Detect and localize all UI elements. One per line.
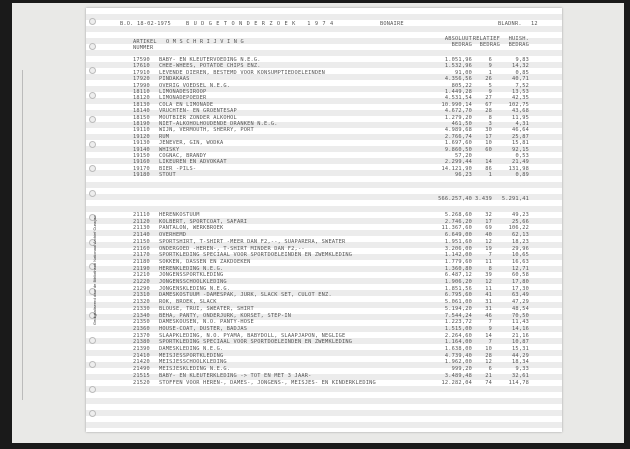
- row-rel: 17: [485, 133, 492, 140]
- row-abs: 6.795,60: [444, 292, 472, 299]
- row-abs: 5.194,20: [444, 305, 472, 312]
- row-rel: 9: [488, 325, 492, 332]
- col-header-description: O M S C H R I J V I N G: [166, 39, 244, 45]
- row-desc: SPORTKLEDING SPECIAAL VOOR SPORTDOELEINDEN EN ZWEMKLEDING: [159, 339, 353, 346]
- row-abs: 57,20: [455, 153, 472, 159]
- row-ph: 47,29: [512, 299, 529, 306]
- printout-page: [86, 8, 562, 432]
- row-desc: BEHA, PANTY, ONDERJURK, KORSET, STEP-IN: [159, 312, 292, 319]
- row-code: 17910: [133, 69, 150, 76]
- feed-hole: [89, 190, 96, 197]
- row-desc: MEISJESSCHOOLKLEDING: [159, 359, 227, 366]
- row-abs: 5.268,60: [444, 212, 472, 218]
- row-desc: ROK, BROEK, SLACK: [159, 299, 217, 306]
- row-desc: STOUT: [159, 172, 176, 179]
- row-code: 21515: [133, 372, 150, 379]
- row-code: 18110: [133, 89, 150, 95]
- row-ph: 10,87: [512, 339, 529, 346]
- row-abs: 1.638,00: [444, 346, 472, 352]
- row-abs: 91,00: [455, 69, 472, 76]
- row-rel: 28: [485, 352, 492, 359]
- row-code: 19110: [133, 127, 150, 134]
- row-code: 21420: [133, 359, 150, 366]
- row-abs: 1.515,00: [444, 325, 472, 332]
- row-desc: ONDERGOED -HEREN-, T-SHIRT MINDER DAN F2,--: [159, 245, 305, 252]
- row-code: 18140: [133, 108, 150, 115]
- row-abs: 6.487,12: [444, 272, 472, 279]
- row-rel: 26: [485, 76, 492, 83]
- report-title: B U D G E T O N D E R Z O E K 1 9 7 4: [186, 21, 334, 27]
- row-desc: DAMESKLEDING N.E.G.: [159, 346, 224, 352]
- row-abs: 1.223,72: [444, 319, 472, 326]
- row-desc: CHEE-WHEES, POTATOE CHIPS ENZ.: [159, 63, 261, 70]
- row-abs: 14.121,90: [441, 165, 472, 172]
- row-code: 21290: [133, 285, 150, 292]
- row-code: 17920: [133, 76, 150, 83]
- row-abs: 1.360,80: [444, 265, 472, 272]
- row-abs: 1.449,28: [444, 89, 472, 95]
- total-household: 5.291,41: [501, 196, 529, 202]
- row-ph: 17,80: [512, 279, 529, 285]
- row-code: 21150: [133, 238, 150, 245]
- row-ph: 13,53: [512, 89, 529, 95]
- row-desc: JENEVER, GIN, WODKA: [159, 140, 224, 147]
- page-number: 12: [531, 21, 538, 27]
- digitization-note: Gedigitaliseerd door de Bibliotheek Nationaal Archief Curaçao: [92, 215, 97, 325]
- row-ph: 44,29: [512, 352, 529, 359]
- row-desc: KOLBERT, SPORTCOAT, SAFARI: [159, 218, 248, 225]
- row-ph: 42,35: [512, 95, 529, 102]
- row-ph: 60,58: [512, 272, 529, 279]
- row-abs: 4.739,40: [444, 352, 472, 359]
- row-code: 19130: [133, 140, 150, 147]
- row-desc: PANTALON, WERKBROEK: [159, 225, 224, 232]
- row-rel: 8: [488, 265, 492, 272]
- row-abs: 4.672,70: [444, 108, 472, 115]
- row-ph: 62,13: [512, 232, 529, 239]
- row-desc: BLOUSE, TRUI, SWEATER, SHIRT: [159, 305, 254, 312]
- row-ph: 15,81: [512, 140, 529, 147]
- col-header-absolute-2: BEDRAG: [451, 42, 472, 48]
- row-code: 21190: [133, 265, 150, 272]
- row-rel: 9: [488, 89, 492, 95]
- row-abs: 2.746,20: [444, 218, 472, 225]
- row-ph: 16,63: [512, 258, 529, 265]
- row-code: 21330: [133, 305, 150, 312]
- row-code: 21130: [133, 225, 150, 232]
- row-code: 21390: [133, 346, 150, 352]
- row-desc: JONGENSKLEDING N.E.G.: [159, 285, 231, 292]
- row-rel: 10: [485, 140, 492, 147]
- row-rel: 21: [485, 372, 492, 379]
- row-ph: 17,30: [512, 285, 529, 292]
- row-rel: 6: [488, 57, 492, 63]
- region-label: BONAIRE: [380, 21, 404, 27]
- row-code: 19180: [133, 172, 150, 179]
- row-ph: 15,31: [512, 346, 529, 352]
- row-rel: 31: [485, 305, 492, 312]
- row-abs: 805,22: [451, 82, 472, 89]
- row-abs: 1.051,96: [444, 57, 472, 63]
- row-desc: LIKEUREN EN ADVOKAAT: [159, 159, 227, 166]
- row-ph: 32,61: [512, 372, 529, 379]
- report-date: B.O. 18-02-1975: [120, 21, 171, 27]
- feed-hole: [89, 165, 96, 172]
- row-code: 18150: [133, 114, 150, 121]
- row-ph: 106,22: [508, 225, 529, 232]
- feed-hole: [89, 67, 96, 74]
- row-rel: 31: [485, 299, 492, 306]
- row-abs: 1.164,00: [444, 339, 472, 346]
- row-code: 21490: [133, 366, 150, 373]
- row-rel: 11: [485, 258, 492, 265]
- row-code: 18190: [133, 121, 150, 127]
- row-rel: 60: [485, 146, 492, 153]
- row-rel: 12: [485, 359, 492, 366]
- row-ph: 9,33: [515, 366, 529, 373]
- row-ph: 114,78: [508, 379, 529, 386]
- row-rel: 10: [485, 346, 492, 352]
- row-rel: 12: [485, 238, 492, 245]
- row-code: 21320: [133, 299, 150, 306]
- total-absolute: 566.257,40: [438, 196, 472, 202]
- row-rel: 6: [488, 366, 492, 373]
- row-code: 21380: [133, 339, 150, 346]
- feed-hole: [89, 337, 96, 344]
- row-desc: LEVENDE DIEREN, BESTEMD VOOR KONSUMPTIEDOELEINDEN: [159, 69, 326, 76]
- feed-hole: [89, 18, 96, 25]
- row-rel: 12: [485, 279, 492, 285]
- row-rel: 8: [488, 114, 492, 121]
- row-abs: 11.367,60: [441, 225, 472, 232]
- row-code: 21370: [133, 332, 150, 339]
- row-ph: 29,96: [512, 245, 529, 252]
- feed-hole: [89, 386, 96, 393]
- row-abs: 999,20: [451, 366, 472, 373]
- row-desc: JONGENSSCHOOLKLEDING: [159, 279, 227, 285]
- row-desc: HERENKOSTUUM: [159, 212, 200, 218]
- row-code: 17590: [133, 57, 150, 63]
- col-header-absolute: ABSOLUUT: [444, 36, 472, 42]
- row-desc: SLAAPKLEDING, N.O. PYAMA, BABYDOLL, SLAAPJAPON, NEGLIGE: [159, 332, 346, 339]
- row-abs: 461,50: [451, 121, 472, 127]
- row-code: 21160: [133, 245, 150, 252]
- row-ph: 131,98: [508, 165, 529, 172]
- row-abs: 2.264,60: [444, 332, 472, 339]
- row-ph: 46,64: [512, 127, 529, 134]
- row-desc: SOKKEN, DASSEN EN ZAKDOEKEN: [159, 258, 251, 265]
- row-code: 21170: [133, 252, 150, 259]
- row-rel: 1: [488, 69, 492, 76]
- row-ph: 40,71: [512, 76, 529, 83]
- col-header-relative: RELATIEF: [472, 36, 500, 42]
- row-desc: OVERHEMD: [159, 232, 187, 239]
- row-abs: 3.489,48: [444, 372, 472, 379]
- row-abs: 2.299,44: [444, 159, 472, 166]
- feed-hole: [89, 43, 96, 50]
- col-header-relative-2: BEDRAG: [479, 42, 500, 48]
- row-code: 21180: [133, 258, 150, 265]
- col-header-code: ARTIKEL: [133, 39, 157, 45]
- row-ph: 63,49: [512, 292, 529, 299]
- row-desc: COLA EN LIMONADE: [159, 101, 214, 108]
- row-ph: 11,95: [512, 114, 529, 121]
- row-abs: 4.531,54: [444, 95, 472, 102]
- row-desc: BABY- EN KLEUTERKLEDING -> TOT EN MET 3 JAAR-: [159, 372, 312, 379]
- row-rel: 69: [485, 225, 492, 232]
- row-ph: 14,32: [512, 63, 529, 70]
- row-desc: MEISJESSPORTKLEDING: [159, 352, 224, 359]
- row-ph: 92,15: [512, 146, 529, 153]
- row-code: 21140: [133, 232, 150, 239]
- row-rel: 39: [485, 272, 492, 279]
- row-desc: OVERIG VOEDSEL N.E.G.: [159, 82, 231, 89]
- row-desc: RUM: [159, 133, 170, 140]
- row-rel: 9: [488, 63, 492, 70]
- row-ph: 18,23: [512, 238, 529, 245]
- row-code: 21110: [133, 212, 150, 218]
- row-abs: 1.906,20: [444, 279, 472, 285]
- col-header-code-2: NUMMER: [133, 45, 154, 51]
- row-desc: DAMESKOUSEN, N.O. PANTY-HOSE: [159, 319, 254, 326]
- row-rel: 7: [488, 319, 492, 326]
- row-abs: 10.990,14: [441, 101, 472, 108]
- row-ph: 4,31: [515, 121, 529, 127]
- row-abs: 1.142,00: [444, 252, 472, 259]
- row-abs: 7.544,24: [444, 312, 472, 319]
- row-ph: 14,16: [512, 325, 529, 332]
- row-abs: 12.282,04: [441, 379, 472, 386]
- row-abs: 5.061,00: [444, 299, 472, 306]
- feed-hole: [89, 116, 96, 123]
- row-desc: WHISKY: [159, 146, 180, 153]
- row-code: 19140: [133, 146, 150, 153]
- row-abs: 6.649,00: [444, 232, 472, 239]
- row-rel: 7: [488, 339, 492, 346]
- row-desc: BABY- EN KLEUTERVOEDING N.E.G.: [159, 57, 261, 63]
- row-ph: 18,34: [512, 359, 529, 366]
- row-rel: 86: [485, 165, 492, 172]
- row-rel: 28: [485, 108, 492, 115]
- row-desc: HOUSE-COAT, DUSTER, BADJAS: [159, 325, 248, 332]
- page-label: BLADNR.: [498, 21, 522, 27]
- row-ph: 21,16: [512, 332, 529, 339]
- row-ph: 0,89: [515, 172, 529, 179]
- row-rel: 17: [485, 218, 492, 225]
- row-ph: 102,75: [508, 101, 529, 108]
- col-header-household: HUISH.: [508, 36, 529, 42]
- row-rel: 30: [485, 127, 492, 134]
- row-ph: 48,54: [512, 305, 529, 312]
- row-desc: MEISJESKLEDING N.E.G.: [159, 366, 231, 373]
- row-code: 17990: [133, 82, 150, 89]
- row-rel: 67: [485, 101, 492, 108]
- col-header-household-2: BEDRAG: [508, 42, 529, 48]
- row-abs: 1.532,96: [444, 63, 472, 70]
- row-rel: 41: [485, 292, 492, 299]
- row-code: 17610: [133, 63, 150, 70]
- row-ph: 70,50: [512, 312, 529, 319]
- binding-edge: [22, 70, 33, 400]
- row-code: 21410: [133, 352, 150, 359]
- row-abs: 4.356,56: [444, 76, 472, 83]
- row-desc: LIMONADEPOEDER: [159, 95, 207, 102]
- row-desc: SPORTKLEDING SPECIAAL VOOR SPORTDOELEINDEN EN ZWEMKLEDING: [159, 252, 353, 259]
- row-desc: MOUTBIER ZONDER ALKOHOL: [159, 114, 237, 121]
- row-rel: 3: [488, 121, 492, 127]
- row-ph: 43,68: [512, 108, 529, 115]
- row-rel: 7: [488, 252, 492, 259]
- row-rel: 14: [485, 332, 492, 339]
- row-abs: 9.860,50: [444, 146, 472, 153]
- row-abs: 1.697,60: [444, 140, 472, 147]
- row-desc: HERENKLEDING N.E.G.: [159, 265, 224, 272]
- row-code: 19160: [133, 159, 150, 166]
- feed-hole: [89, 92, 96, 99]
- row-ph: 9,83: [515, 57, 529, 63]
- row-desc: PINDAKAAS: [159, 76, 190, 83]
- row-code: 21210: [133, 272, 150, 279]
- row-rel: 74: [485, 379, 492, 386]
- row-abs: 1.279,20: [444, 114, 472, 121]
- row-desc: BIER -PILS-: [159, 165, 197, 172]
- row-code: 21310: [133, 292, 150, 299]
- row-abs: 96,23: [455, 172, 472, 179]
- row-ph: 25,66: [512, 218, 529, 225]
- row-abs: 4.989,68: [444, 127, 472, 134]
- row-ph: 11,43: [512, 319, 529, 326]
- feed-hole: [89, 361, 96, 368]
- row-ph: 0,85: [515, 69, 529, 76]
- row-abs: 3.206,00: [444, 245, 472, 252]
- row-code: 21360: [133, 325, 150, 332]
- row-desc: NIET-ALKOHOLHOUDENDE DRANKEN N.E.G.: [159, 121, 278, 127]
- feed-hole: [89, 410, 96, 417]
- row-ph: 0,53: [515, 153, 529, 159]
- row-desc: WIJN, VERMOUTH, SHERRY, PORT: [159, 127, 254, 134]
- row-code: 21520: [133, 379, 150, 386]
- row-rel: 27: [485, 95, 492, 102]
- row-rel: 19: [485, 245, 492, 252]
- row-abs: 1.779,60: [444, 258, 472, 265]
- row-rel: 32: [485, 212, 492, 218]
- row-rel: 40: [485, 232, 492, 239]
- row-code: 21120: [133, 218, 150, 225]
- row-ph: 7,52: [515, 82, 529, 89]
- row-abs: 1.851,56: [444, 285, 472, 292]
- row-desc: LIMONADESIROOP: [159, 89, 207, 95]
- row-code: 21340: [133, 312, 150, 319]
- row-code: 18120: [133, 95, 150, 102]
- feed-hole: [89, 141, 96, 148]
- row-ph: 49,23: [512, 212, 529, 218]
- row-rel: 46: [485, 312, 492, 319]
- row-rel: 11: [485, 285, 492, 292]
- row-desc: JONGENSSPORTKLEDING: [159, 272, 224, 279]
- row-code: 19170: [133, 165, 150, 172]
- row-rel: 5: [488, 82, 492, 89]
- row-abs: 1.962,00: [444, 359, 472, 366]
- row-code: 19120: [133, 133, 150, 140]
- row-code: 21350: [133, 319, 150, 326]
- row-abs: 1.951,60: [444, 238, 472, 245]
- row-desc: SPORTSHIRT, T-SHIRT -MEER DAN F2,--, SUAPARERA, SWEATER: [159, 238, 346, 245]
- row-ph: 21,49: [512, 159, 529, 166]
- row-ph: 10,65: [512, 252, 529, 259]
- row-ph: 12,71: [512, 265, 529, 272]
- row-code: 18130: [133, 101, 150, 108]
- row-ph: 25,87: [512, 133, 529, 140]
- row-abs: 2.766,74: [444, 133, 472, 140]
- row-rel: 14: [485, 159, 492, 166]
- total-relative: 3.439: [475, 196, 492, 202]
- row-desc: VRUCHTEN- EN GROENTESAP: [159, 108, 237, 115]
- row-desc: COGNAC, BRANDY: [159, 153, 207, 159]
- row-rel: 1: [488, 172, 492, 179]
- row-desc: DAMESKOSTUUM -DAMESPAK, JURK, SLACK SET, CULOT ENZ.: [159, 292, 332, 299]
- row-code: 21220: [133, 279, 150, 285]
- row-desc: STOFFEN VOOR HEREN-, DAMES-, JONGENS-, MEISJES- EN KINDERKLEDING: [159, 379, 376, 386]
- row-code: 19150: [133, 153, 150, 159]
